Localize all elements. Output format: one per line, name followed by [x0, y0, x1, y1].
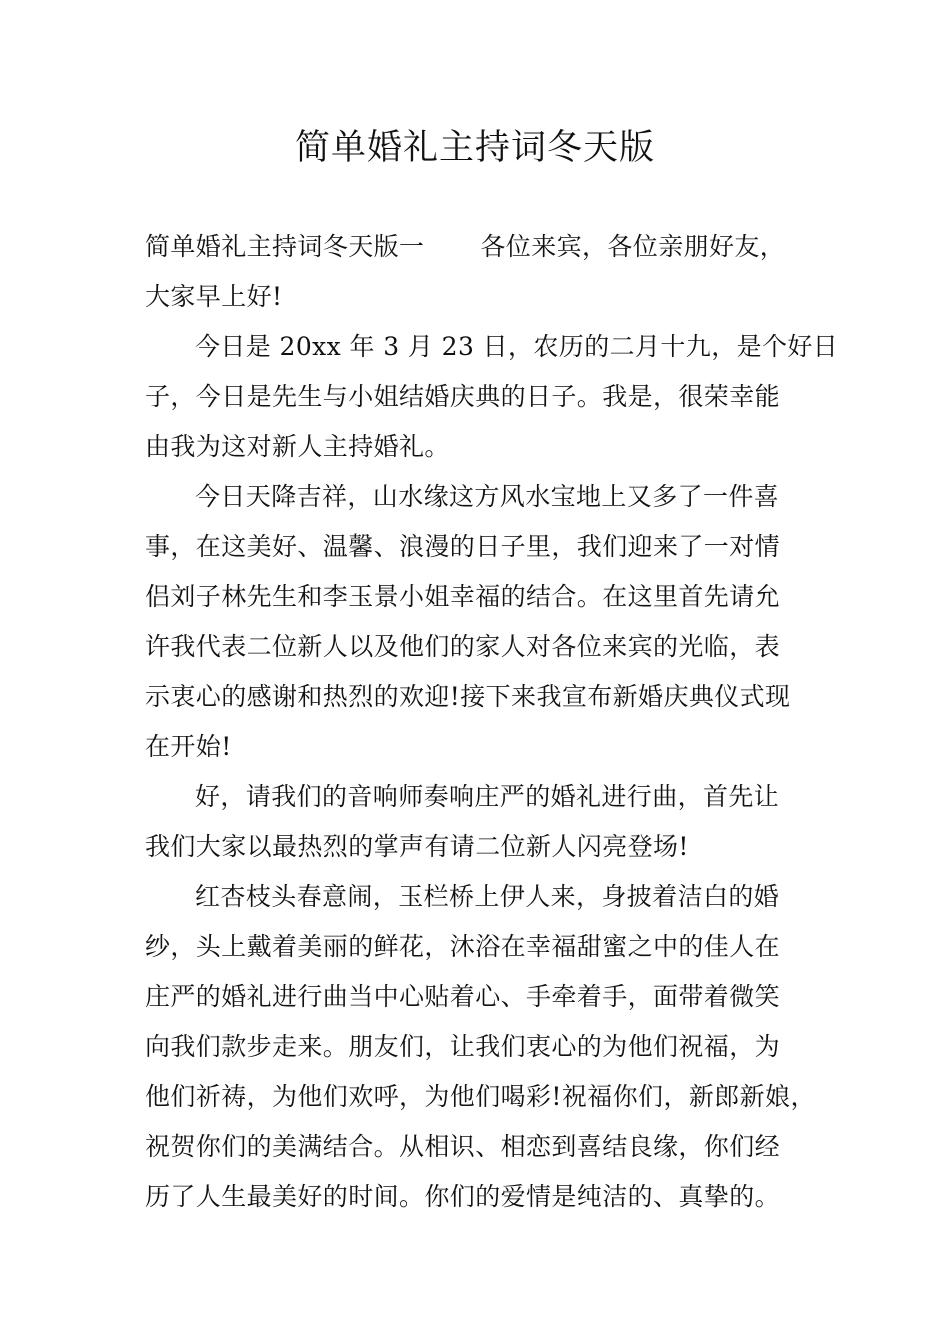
paragraph-line: 红杏枝头春意闹，玉栏桥上伊人来，身披着洁白的婚: [195, 882, 780, 911]
document-body: [145, 222, 839, 1222]
paragraph-line: 由我为这对新人主持婚礼。: [145, 432, 450, 461]
document-title: 简单婚礼主持词冬天版: [294, 128, 655, 168]
paragraph-line: 今日是 20xx 年 3 月 23 日，农历的二月十九，是个好日: [195, 332, 839, 361]
paragraph-line: 今日天降吉祥，山水缘这方风水宝地上又多了一件喜: [195, 482, 780, 511]
intro-line: [145, 222, 821, 272]
paragraph-line: 历了人生最美好的时间。你们的爱情是纯洁的、真挚的。: [145, 1182, 781, 1211]
intro-greeting-line: 大家早上好!: [145, 282, 283, 311]
paragraph-2: [145, 472, 821, 772]
intro-lead: 简单婚礼主持词冬天版一: [145, 232, 425, 261]
paragraph-line: 侣刘子林先生和李玉景小姐幸福的结合。在这里首先请允: [145, 582, 781, 611]
paragraph-line: 他们祈祷，为他们欢呼，为他们喝彩!祝福你们，新郎新娘，: [145, 1082, 816, 1111]
paragraph-line: 好，请我们的音响师奏响庄严的婚礼进行曲，首先让: [195, 782, 780, 811]
paragraph-line: 祝贺你们的美满结合。从相识、相恋到喜结良缘，你们经: [145, 1132, 781, 1161]
paragraph-line: 庄严的婚礼进行曲当中心贴着心、手牵着手，面带着微笑: [145, 982, 781, 1011]
paragraph-4: [145, 872, 821, 1222]
paragraph-line: 在开始!: [145, 732, 232, 761]
paragraph-line: 子，今日是先生与小姐结婚庆典的日子。我是，很荣幸能: [145, 382, 781, 411]
paragraph-line: 我们大家以最热烈的掌声有请二位新人闪亮登场!: [145, 832, 689, 861]
paragraph-line: 许我代表二位新人以及他们的家人对各位来宾的光临，表: [145, 632, 781, 661]
paragraph-3: [145, 772, 821, 872]
paragraph-1: [145, 322, 839, 472]
paragraph-line: 示衷心的感谢和热烈的欢迎!接下来我宣布新婚庆典仪式现: [145, 682, 791, 711]
paragraph-line: 事，在这美好、温馨、浪漫的日子里，我们迎来了一对情: [145, 532, 781, 561]
paragraph-line: 纱，头上戴着美丽的鲜花，沐浴在幸福甜蜜之中的佳人在: [145, 932, 781, 961]
paragraph-line: 向我们款步走来。朋友们，让我们衷心的为他们祝福，为: [145, 1032, 781, 1061]
intro-greeting: 各位来宾，各位亲朋好友，: [480, 232, 786, 261]
